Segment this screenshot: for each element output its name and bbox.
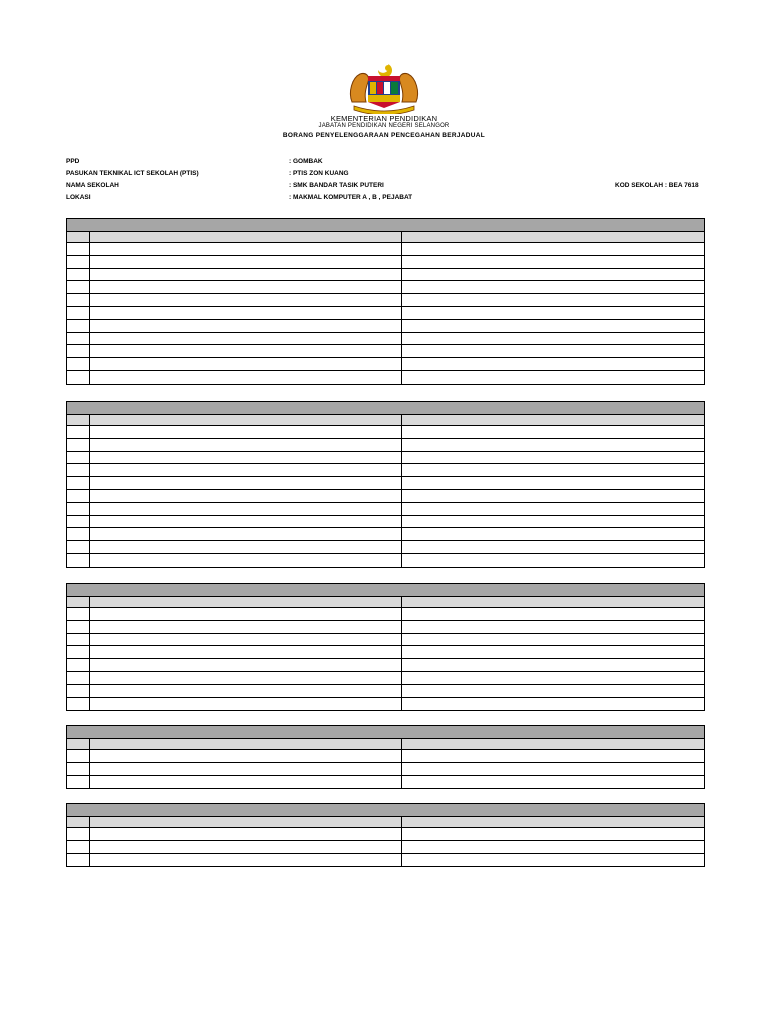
form-section — [66, 725, 705, 789]
cell-number — [67, 841, 90, 853]
table-row — [67, 841, 704, 854]
info-location-row — [0, 194, 768, 204]
cell-item — [90, 554, 402, 567]
cell-item — [90, 854, 402, 867]
cell-remark — [402, 232, 704, 242]
cell-remark — [402, 597, 704, 607]
cell-remark — [402, 294, 704, 306]
cell-number — [67, 269, 90, 281]
table-row — [67, 358, 704, 371]
cell-item — [90, 452, 402, 464]
ptis-label: PASUKAN TEKNIKAL ICT SEKOLAH (PTIS) — [66, 170, 199, 177]
column-header-row — [67, 597, 704, 608]
form-section — [66, 401, 705, 568]
cell-remark — [402, 776, 704, 789]
table-row — [67, 659, 704, 672]
ppd-label: PPD — [66, 158, 80, 165]
cell-number — [67, 464, 90, 476]
table-row — [67, 320, 704, 333]
table-row — [67, 333, 704, 346]
cell-item — [90, 841, 402, 853]
table-row — [67, 345, 704, 358]
cell-number — [67, 503, 90, 515]
cell-remark — [402, 281, 704, 293]
cell-remark — [402, 854, 704, 867]
cell-item — [90, 739, 402, 749]
cell-number — [67, 739, 90, 749]
table-row — [67, 256, 704, 269]
school-code: KOD SEKOLAH : BEA 7618 — [615, 182, 699, 189]
cell-item — [90, 597, 402, 607]
cell-item — [90, 307, 402, 319]
table-row — [67, 503, 704, 516]
cell-item — [90, 243, 402, 255]
table-row — [67, 439, 704, 452]
table-row — [67, 541, 704, 554]
cell-number — [67, 554, 90, 567]
cell-item — [90, 320, 402, 332]
cell-number — [67, 659, 90, 671]
table-row — [67, 776, 704, 789]
cell-item — [90, 503, 402, 515]
form-section — [66, 803, 705, 867]
cell-number — [67, 371, 90, 384]
cell-item — [90, 345, 402, 357]
table-row — [67, 528, 704, 541]
cell-remark — [402, 243, 704, 255]
cell-number — [67, 516, 90, 528]
cell-number — [67, 256, 90, 268]
cell-remark — [402, 554, 704, 567]
table-row — [67, 371, 704, 384]
cell-number — [67, 698, 90, 711]
form-section — [66, 583, 705, 711]
cell-remark — [402, 841, 704, 853]
ptis-value: : PTIS ZON KUANG — [289, 170, 349, 177]
cell-item — [90, 256, 402, 268]
cell-item — [90, 415, 402, 425]
cell-remark — [402, 345, 704, 357]
cell-number — [67, 281, 90, 293]
cell-item — [90, 763, 402, 775]
cell-remark — [402, 750, 704, 762]
cell-item — [90, 371, 402, 384]
cell-number — [67, 685, 90, 697]
table-row — [67, 516, 704, 529]
cell-number — [67, 634, 90, 646]
cell-number — [67, 528, 90, 540]
table-row — [67, 828, 704, 841]
cell-item — [90, 621, 402, 633]
cell-item — [90, 464, 402, 476]
school-value: : SMK BANDAR TASIK PUTERI — [289, 182, 384, 189]
cell-number — [67, 294, 90, 306]
cell-number — [67, 439, 90, 451]
cell-number — [67, 597, 90, 607]
cell-number — [67, 345, 90, 357]
cell-item — [90, 828, 402, 840]
school-label: NAMA SEKOLAH — [66, 182, 119, 189]
column-header-row — [67, 415, 704, 426]
cell-item — [90, 426, 402, 438]
cell-remark — [402, 371, 704, 384]
cell-item — [90, 776, 402, 789]
info-ppd-row — [0, 158, 768, 168]
table-row — [67, 608, 704, 621]
cell-remark — [402, 256, 704, 268]
cell-number — [67, 358, 90, 370]
cell-number — [67, 828, 90, 840]
cell-number — [67, 333, 90, 345]
cell-item — [90, 490, 402, 502]
cell-remark — [402, 828, 704, 840]
cell-item — [90, 358, 402, 370]
cell-remark — [402, 634, 704, 646]
table-row — [67, 307, 704, 320]
cell-remark — [402, 358, 704, 370]
cell-number — [67, 232, 90, 242]
cell-number — [67, 307, 90, 319]
cell-item — [90, 439, 402, 451]
cell-item — [90, 333, 402, 345]
section-header — [67, 804, 704, 817]
table-row — [67, 426, 704, 439]
cell-remark — [402, 763, 704, 775]
cell-item — [90, 659, 402, 671]
cell-remark — [402, 608, 704, 620]
table-row — [67, 243, 704, 256]
info-school-row — [0, 182, 768, 192]
cell-remark — [402, 439, 704, 451]
cell-remark — [402, 541, 704, 553]
cell-remark — [402, 516, 704, 528]
table-row — [67, 464, 704, 477]
section-header — [67, 726, 704, 739]
cell-number — [67, 763, 90, 775]
column-header-row — [67, 232, 704, 243]
cell-item — [90, 634, 402, 646]
cell-remark — [402, 333, 704, 345]
department-name: JABATAN PENDIDIKAN NEGERI SELANGOR — [318, 123, 450, 129]
table-row — [67, 672, 704, 685]
cell-item — [90, 232, 402, 242]
table-row — [67, 763, 704, 776]
cell-number — [67, 415, 90, 425]
table-row — [67, 621, 704, 634]
cell-number — [67, 817, 90, 827]
cell-remark — [402, 320, 704, 332]
cell-number — [67, 426, 90, 438]
malaysia-coat-of-arms-icon — [346, 62, 422, 114]
cell-remark — [402, 621, 704, 633]
cell-item — [90, 750, 402, 762]
table-row — [67, 452, 704, 465]
cell-item — [90, 608, 402, 620]
table-row — [67, 634, 704, 647]
cell-number — [67, 621, 90, 633]
table-row — [67, 750, 704, 763]
cell-item — [90, 269, 402, 281]
cell-remark — [402, 477, 704, 489]
ppd-value: : GOMBAK — [289, 158, 323, 165]
cell-item — [90, 528, 402, 540]
table-row — [67, 646, 704, 659]
section-header — [67, 584, 704, 597]
cell-number — [67, 541, 90, 553]
cell-item — [90, 541, 402, 553]
table-row — [67, 685, 704, 698]
cell-number — [67, 490, 90, 502]
section-header — [67, 402, 704, 415]
cell-remark — [402, 464, 704, 476]
cell-remark — [402, 672, 704, 684]
cell-item — [90, 281, 402, 293]
cell-remark — [402, 659, 704, 671]
table-row — [67, 477, 704, 490]
section-header — [67, 219, 704, 232]
cell-number — [67, 672, 90, 684]
cell-item — [90, 685, 402, 697]
cell-remark — [402, 269, 704, 281]
cell-number — [67, 646, 90, 658]
location-label: LOKASI — [66, 194, 91, 201]
cell-number — [67, 750, 90, 762]
cell-remark — [402, 528, 704, 540]
cell-number — [67, 776, 90, 789]
cell-remark — [402, 490, 704, 502]
table-row — [67, 269, 704, 282]
cell-number — [67, 243, 90, 255]
cell-remark — [402, 307, 704, 319]
table-row — [67, 854, 704, 867]
table-row — [67, 294, 704, 307]
ministry-name: KEMENTERIAN PENDIDIKAN — [330, 114, 438, 123]
table-row — [67, 490, 704, 503]
info-ptis-row — [0, 170, 768, 180]
cell-item — [90, 646, 402, 658]
cell-number — [67, 452, 90, 464]
cell-remark — [402, 646, 704, 658]
cell-remark — [402, 817, 704, 827]
cell-item — [90, 817, 402, 827]
cell-remark — [402, 685, 704, 697]
cell-remark — [402, 415, 704, 425]
column-header-row — [67, 739, 704, 750]
cell-number — [67, 608, 90, 620]
table-row — [67, 698, 704, 711]
cell-remark — [402, 739, 704, 749]
cell-item — [90, 698, 402, 711]
cell-remark — [402, 426, 704, 438]
cell-item — [90, 672, 402, 684]
table-row — [67, 554, 704, 567]
cell-item — [90, 477, 402, 489]
form-title: BORANG PENYELENGGARAAN PENCEGAHAN BERJADUAL — [282, 132, 486, 139]
cell-remark — [402, 503, 704, 515]
column-header-row — [67, 817, 704, 828]
form-section — [66, 218, 705, 385]
table-row — [67, 281, 704, 294]
cell-item — [90, 294, 402, 306]
cell-number — [67, 320, 90, 332]
cell-number — [67, 477, 90, 489]
cell-item — [90, 516, 402, 528]
cell-remark — [402, 698, 704, 711]
location-value: : MAKMAL KOMPUTER A , B , PEJABAT — [289, 194, 413, 201]
cell-remark — [402, 452, 704, 464]
cell-number — [67, 854, 90, 867]
